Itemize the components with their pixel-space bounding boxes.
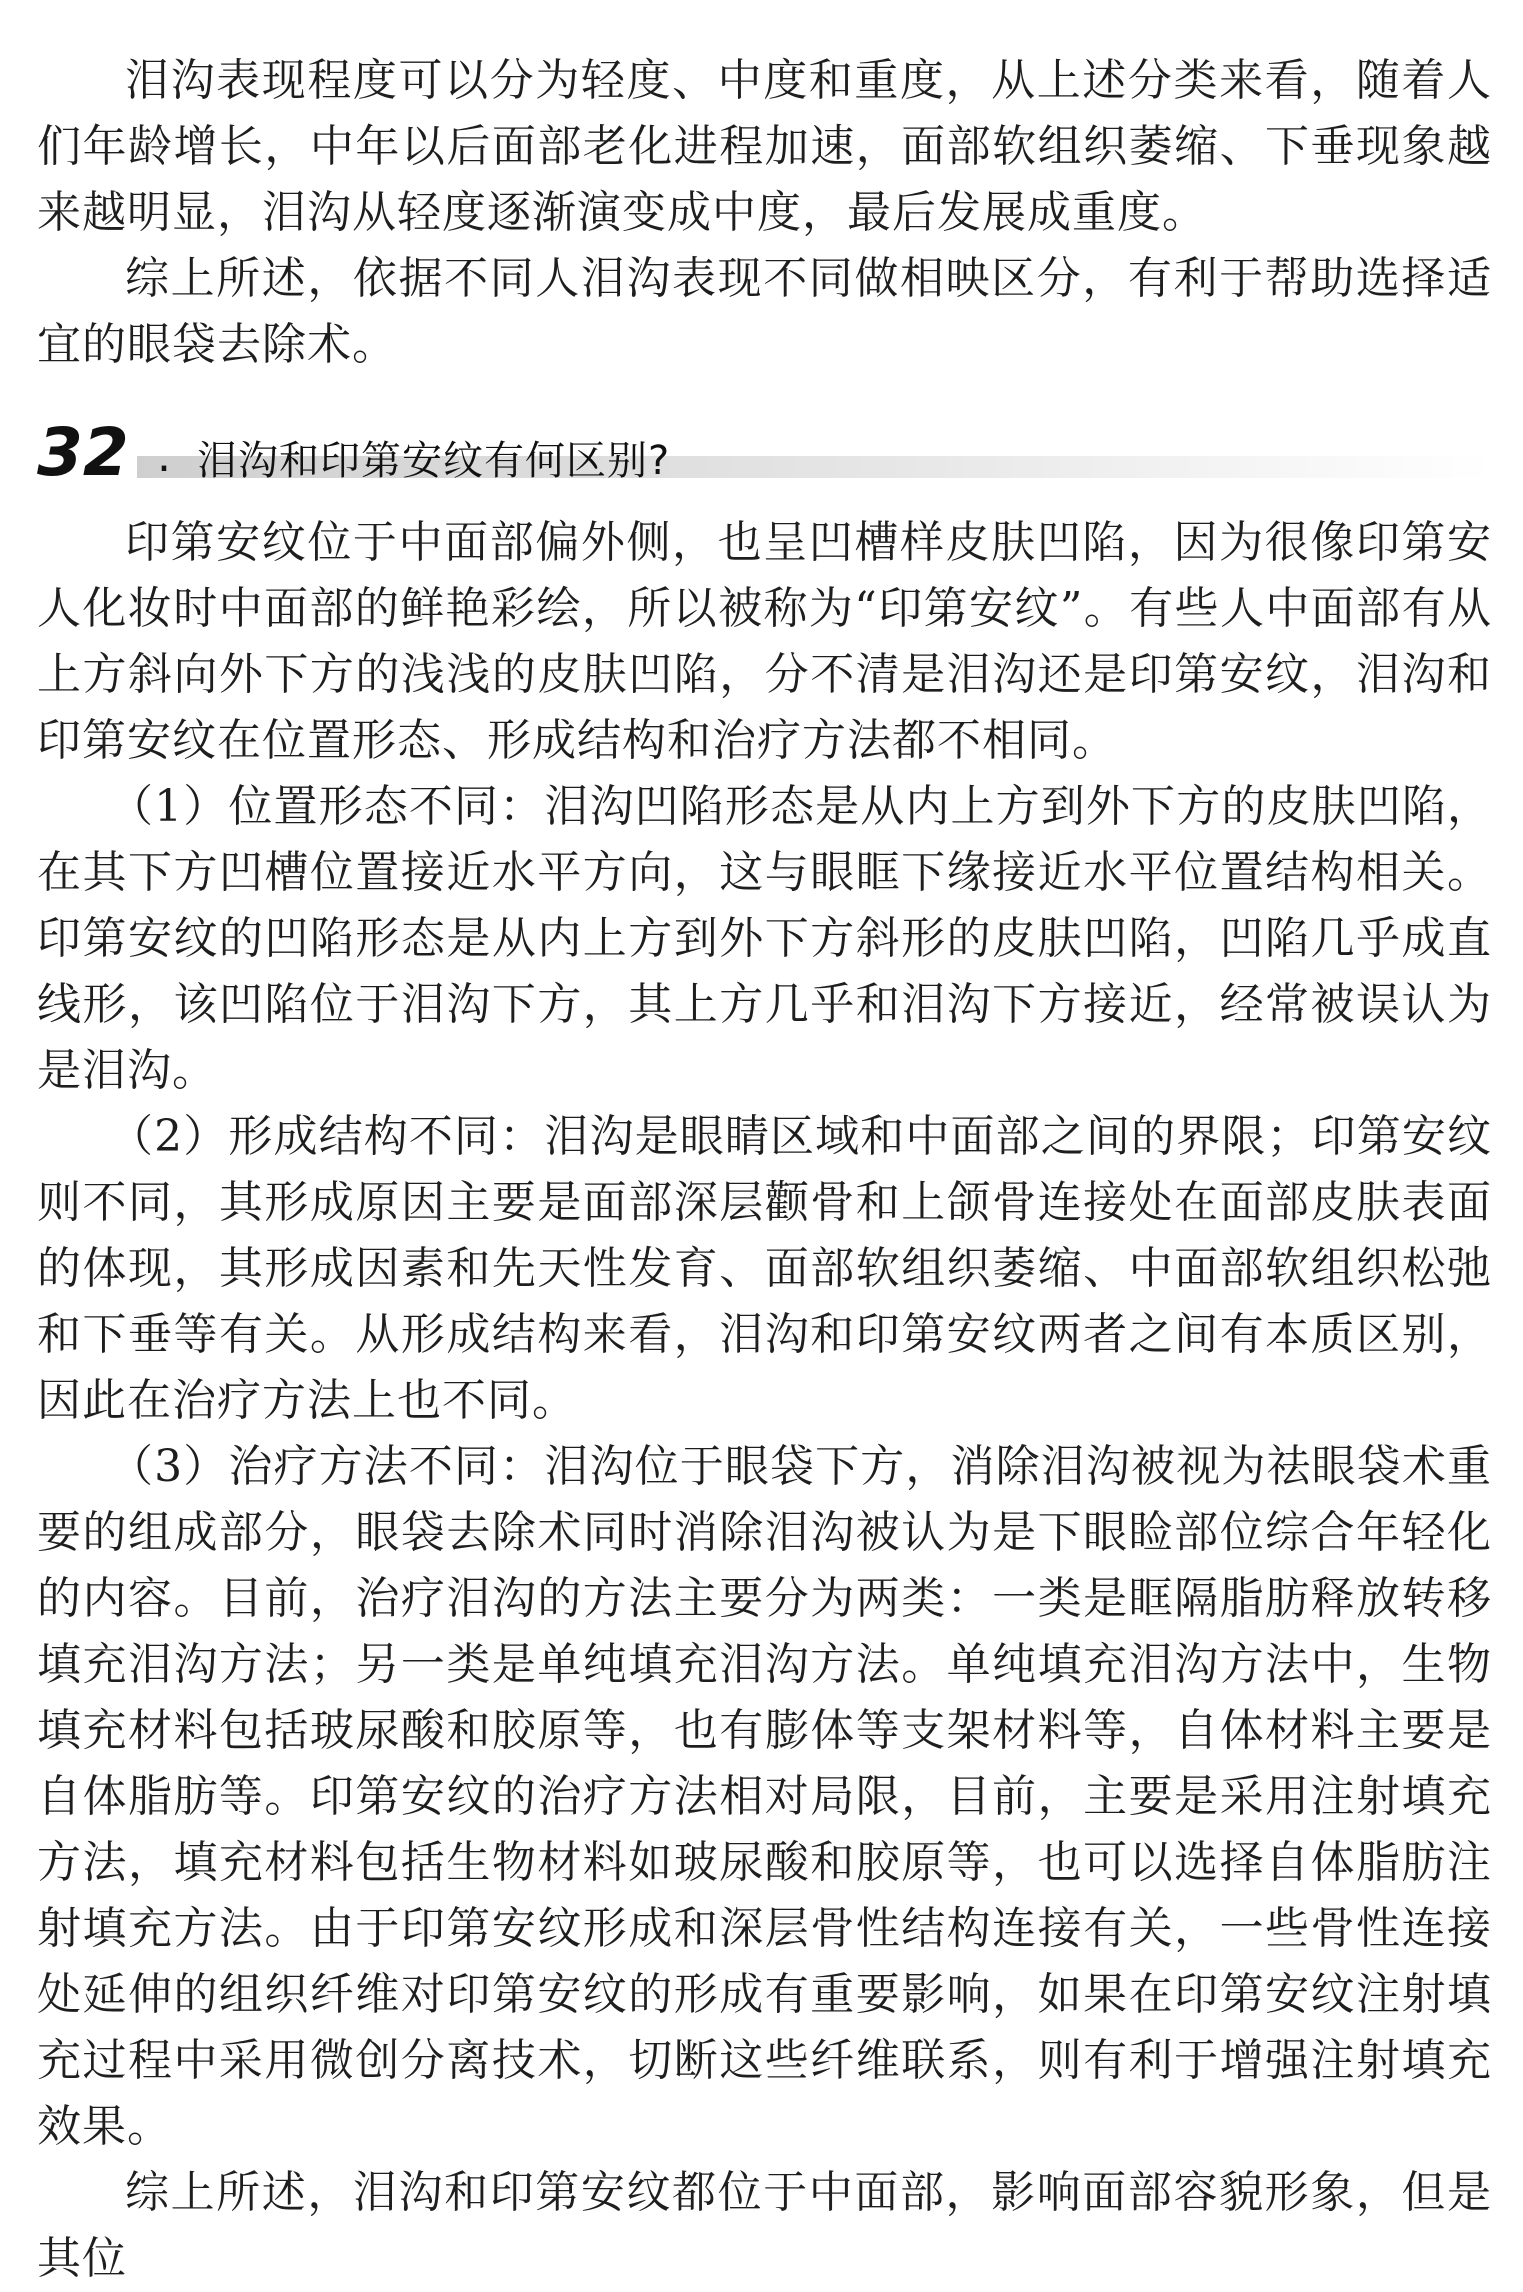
page <box>37 48 1492 2292</box>
section-title: 泪沟和印第安纹有何区别? <box>197 438 671 484</box>
paragraph-item-2: （2）形成结构不同：泪沟是眼睛区域和中面部之间的界限；印第安纹则不同，其形成原因主要是面部深层颧骨和上颌骨连接处在面部皮肤表面的体现，其形成因素和先天性发育、面部软组织萎缩、中面部软组织松弛和下垂等有关。从形成结构来看，泪沟和印第安纹两者之间有本质区别，因此在治疗方法上也不同。 <box>37 1111 1492 1426</box>
paragraph-intro: 印第安纹位于中面部偏外侧，也呈凹槽样皮肤凹陷，因为很像印第安人化妆时中面部的鲜艳彩绘，所以被称为“印第安纹”。有些人中面部有从上方斜向外下方的浅浅的皮肤凹陷，分不清是泪沟还是印第安纹，泪沟和印第安纹在位置形态、形成结构和治疗方法都不相同。 <box>37 517 1492 766</box>
paragraph-severity-summary: 泪沟表现程度可以分为轻度、中度和重度，从上述分类来看，随着人们年龄增长，中年以后面部老化进程加速，面部软组织萎缩、下垂现象越来越明显，泪沟从轻度逐渐演变成中度，最后发展成重度。 <box>37 55 1492 238</box>
section-number: 32 <box>37 414 129 491</box>
section-heading <box>37 412 1492 508</box>
paragraph-item-3: （3）治疗方法不同：泪沟位于眼袋下方，消除泪沟被视为祛眼袋术重要的组成部分，眼袋去除术同时消除泪沟被认为是下眼睑部位综合年轻化的内容。目前，治疗泪沟的方法主要分为两类：一类是眶隔脂肪释放转移填充泪沟方法；另一类是单纯填充泪沟方法。单纯填充泪沟方法中，生物填充材料包括玻尿酸和胶原等，也有膨体等支架材料等，自体材料主要是自体脂肪等。印第安纹的治疗方法相对局限，目前，主要是采用注射填充方法，填充材料包括生物材料如玻尿酸和胶原等，也可以选择自体脂肪注射填充方法。由于印第安纹形成和深层骨性结构连接有关，一些骨性连接处延伸的组织纤维对印第安纹的形成有重要影响，如果在印第安纹注射填充过程中采用微创分离技术，切断这些纤维联系，则有利于增强注射填充效果。 <box>37 1441 1492 2152</box>
section-separator: . <box>157 431 171 482</box>
paragraph-item-1: （1）位置形态不同：泪沟凹陷形态是从内上方到外下方的皮肤凹陷，在其下方凹槽位置接近水平方向，这与眼眶下缘接近水平位置结构相关。印第安纹的凹陷形态是从内上方到外下方斜形的皮肤凹陷，凹陷几乎成直线形，该凹陷位于泪沟下方，其上方几乎和泪沟下方接近，经常被误认为是泪沟。 <box>37 781 1492 1096</box>
paragraph-conclusion-2: 综上所述，泪沟和印第安纹都位于中面部，影响面部容貌形象，但是其位 <box>37 2167 1492 2284</box>
paragraph-conclusion-1: 综上所述，依据不同人泪沟表现不同做相映区分，有利于帮助选择适宜的眼袋去除术。 <box>37 253 1492 370</box>
